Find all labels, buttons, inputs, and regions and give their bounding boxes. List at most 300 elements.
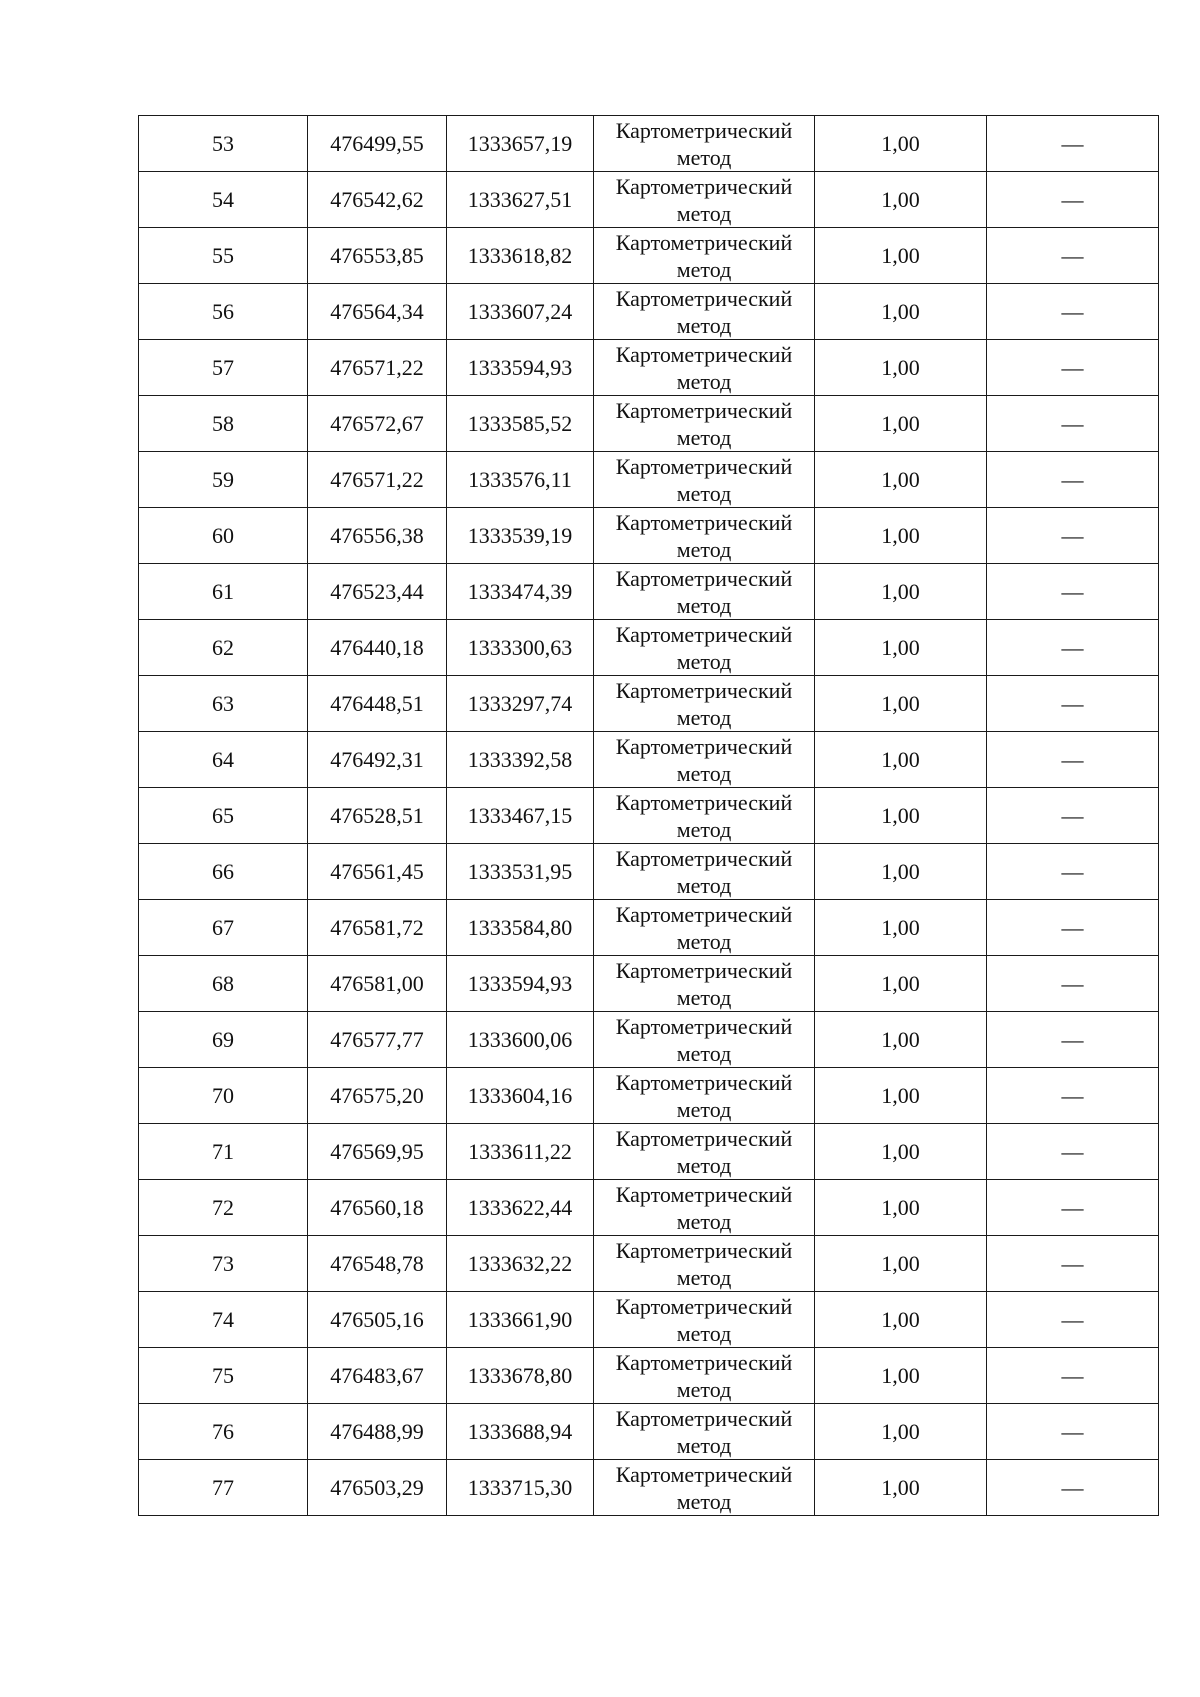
point-number-cell [139,172,308,228]
description-cell [987,116,1159,172]
y-coordinate-cell [447,1180,594,1236]
point-number-text: 74 [212,1306,234,1332]
description-cell [987,340,1159,396]
point-number-cell [139,1124,308,1180]
point-number-cell [139,284,308,340]
table-row [139,788,1159,844]
method-cell [594,1180,815,1236]
method-cell [594,1348,815,1404]
description-dash: — [1061,410,1084,436]
point-number-text: 62 [212,634,234,660]
point-number-text: 60 [212,522,234,548]
point-number-cell [139,340,308,396]
description-dash: — [1061,1362,1084,1388]
accuracy-cell [815,1124,987,1180]
point-number-cell [139,1404,308,1460]
x-coordinate-text: 476569,95 [330,1138,424,1164]
x-coordinate-text: 476505,16 [330,1306,424,1332]
x-coordinate-text: 476560,18 [330,1194,424,1220]
accuracy-cell [815,508,987,564]
y-coordinate-text: 1333594,93 [467,354,573,380]
table-row [139,1292,1159,1348]
description-cell [987,284,1159,340]
accuracy-cell [815,1292,987,1348]
y-coordinate-cell [447,508,594,564]
x-coordinate-cell [308,452,447,508]
method-cell [594,340,815,396]
x-coordinate-cell [308,172,447,228]
y-coordinate-text: 1333474,39 [467,578,573,604]
point-number-text: 63 [212,690,234,716]
description-cell [987,620,1159,676]
accuracy-text: 1,00 [881,186,920,212]
point-number-text: 77 [212,1474,234,1500]
method-cell [594,900,815,956]
point-number-cell [139,116,308,172]
y-coordinate-cell [447,900,594,956]
y-coordinate-cell [447,620,594,676]
description-dash: — [1061,242,1084,268]
point-number-text: 53 [212,130,234,156]
method-cell [594,564,815,620]
description-dash: — [1061,1306,1084,1332]
accuracy-cell [815,396,987,452]
table-row [139,396,1159,452]
method-text: Картометрический метод [615,789,793,842]
y-coordinate-cell [447,396,594,452]
y-coordinate-text: 1333297,74 [467,690,573,716]
y-coordinate-text: 1333467,15 [467,802,573,828]
y-coordinate-cell [447,284,594,340]
method-text: Картометрический метод [615,453,793,506]
accuracy-cell [815,1180,987,1236]
y-coordinate-text: 1333604,16 [467,1082,573,1108]
x-coordinate-cell [308,1460,447,1516]
description-cell [987,564,1159,620]
point-number-text: 69 [212,1026,234,1052]
description-dash: — [1061,1250,1084,1276]
accuracy-cell [815,340,987,396]
x-coordinate-cell [308,676,447,732]
method-cell [594,1068,815,1124]
description-dash: — [1061,298,1084,324]
x-coordinate-cell [308,284,447,340]
y-coordinate-text: 1333611,22 [468,1138,572,1164]
y-coordinate-text: 1333607,24 [467,298,573,324]
point-number-text: 70 [212,1082,234,1108]
x-coordinate-cell [308,956,447,1012]
accuracy-cell [815,1068,987,1124]
method-cell [594,396,815,452]
coordinates-table [138,115,1159,1516]
description-cell [987,732,1159,788]
point-number-text: 76 [212,1418,234,1444]
accuracy-text: 1,00 [881,522,920,548]
y-coordinate-text: 1333576,11 [468,466,572,492]
accuracy-text: 1,00 [881,690,920,716]
x-coordinate-cell [308,1180,447,1236]
y-coordinate-cell [447,844,594,900]
table-row [139,172,1159,228]
table-row [139,1404,1159,1460]
table-row [139,508,1159,564]
table-row [139,1012,1159,1068]
method-cell [594,1236,815,1292]
point-number-cell [139,732,308,788]
y-coordinate-text: 1333600,06 [467,1026,573,1052]
point-number-cell [139,452,308,508]
point-number-cell [139,788,308,844]
accuracy-text: 1,00 [881,970,920,996]
point-number-cell [139,1180,308,1236]
point-number-text: 65 [212,802,234,828]
method-cell [594,284,815,340]
x-coordinate-cell [308,1292,447,1348]
x-coordinate-text: 476571,22 [330,354,424,380]
method-text: Картометрический метод [615,621,793,674]
table-row [139,452,1159,508]
y-coordinate-text: 1333392,58 [467,746,573,772]
accuracy-text: 1,00 [881,1362,920,1388]
accuracy-cell [815,900,987,956]
method-text: Картометрический метод [615,565,793,618]
accuracy-cell [815,564,987,620]
description-cell [987,1068,1159,1124]
method-text: Картометрический метод [615,1181,793,1234]
point-number-cell [139,900,308,956]
description-cell [987,1348,1159,1404]
x-coordinate-cell [308,1012,447,1068]
description-dash: — [1061,1474,1084,1500]
table-row [139,732,1159,788]
accuracy-cell [815,788,987,844]
description-dash: — [1061,130,1084,156]
x-coordinate-cell [308,844,447,900]
x-coordinate-text: 476556,38 [330,522,424,548]
table-row [139,1348,1159,1404]
x-coordinate-cell [308,1068,447,1124]
method-text: Картометрический метод [615,733,793,786]
table-row [139,1124,1159,1180]
description-dash: — [1061,802,1084,828]
description-dash: — [1061,1418,1084,1444]
method-cell [594,508,815,564]
accuracy-text: 1,00 [881,1026,920,1052]
description-dash: — [1061,354,1084,380]
description-cell [987,956,1159,1012]
method-text: Картометрический метод [615,677,793,730]
accuracy-cell [815,1460,987,1516]
accuracy-text: 1,00 [881,746,920,772]
accuracy-text: 1,00 [881,242,920,268]
accuracy-text: 1,00 [881,1306,920,1332]
accuracy-text: 1,00 [881,802,920,828]
description-dash: — [1061,578,1084,604]
description-dash: — [1061,914,1084,940]
point-number-cell [139,1460,308,1516]
y-coordinate-text: 1333585,52 [467,410,573,436]
x-coordinate-text: 476553,85 [330,242,424,268]
x-coordinate-cell [308,732,447,788]
point-number-text: 55 [212,242,234,268]
accuracy-text: 1,00 [881,914,920,940]
point-number-cell [139,228,308,284]
x-coordinate-text: 476528,51 [330,802,424,828]
table-row [139,1068,1159,1124]
accuracy-cell [815,1404,987,1460]
description-dash: — [1061,522,1084,548]
y-coordinate-cell [447,676,594,732]
description-dash: — [1061,1082,1084,1108]
x-coordinate-text: 476492,31 [330,746,424,772]
description-cell [987,844,1159,900]
point-number-cell [139,564,308,620]
description-dash: — [1061,746,1084,772]
accuracy-text: 1,00 [881,298,920,324]
method-cell [594,228,815,284]
point-number-cell [139,844,308,900]
y-coordinate-text: 1333618,82 [467,242,573,268]
description-cell [987,900,1159,956]
table-row [139,676,1159,732]
method-cell [594,172,815,228]
method-cell [594,452,815,508]
accuracy-text: 1,00 [881,1082,920,1108]
x-coordinate-text: 476548,78 [330,1250,424,1276]
description-cell [987,172,1159,228]
method-text: Картометрический метод [615,957,793,1010]
method-cell [594,620,815,676]
point-number-text: 67 [212,914,234,940]
y-coordinate-text: 1333657,19 [467,130,573,156]
x-coordinate-text: 476572,67 [330,410,424,436]
table-row [139,564,1159,620]
method-text: Картометрический метод [615,341,793,394]
coordinates-table-body [139,116,1159,1516]
y-coordinate-text: 1333622,44 [467,1194,573,1220]
accuracy-cell [815,1236,987,1292]
table-row [139,956,1159,1012]
x-coordinate-cell [308,564,447,620]
description-dash: — [1061,466,1084,492]
point-number-cell [139,620,308,676]
x-coordinate-cell [308,228,447,284]
accuracy-cell [815,956,987,1012]
point-number-text: 66 [212,858,234,884]
method-text: Картометрический метод [615,229,793,282]
accuracy-cell [815,284,987,340]
x-coordinate-text: 476440,18 [330,634,424,660]
y-coordinate-cell [447,564,594,620]
x-coordinate-text: 476542,62 [330,186,424,212]
description-dash: — [1061,1138,1084,1164]
point-number-cell [139,396,308,452]
method-text: Картометрический метод [615,1405,793,1458]
description-cell [987,452,1159,508]
y-coordinate-cell [447,116,594,172]
method-cell [594,844,815,900]
point-number-cell [139,1348,308,1404]
point-number-text: 64 [212,746,234,772]
y-coordinate-text: 1333678,80 [467,1362,573,1388]
y-coordinate-text: 1333627,51 [467,186,573,212]
x-coordinate-text: 476523,44 [330,578,424,604]
x-coordinate-text: 476564,34 [330,298,424,324]
x-coordinate-text: 476448,51 [330,690,424,716]
description-cell [987,508,1159,564]
x-coordinate-cell [308,1404,447,1460]
accuracy-text: 1,00 [881,130,920,156]
x-coordinate-text: 476499,55 [330,130,424,156]
table-row [139,340,1159,396]
x-coordinate-text: 476503,29 [330,1474,424,1500]
accuracy-text: 1,00 [881,858,920,884]
point-number-text: 59 [212,466,234,492]
accuracy-cell [815,452,987,508]
y-coordinate-text: 1333539,19 [467,522,573,548]
method-cell [594,956,815,1012]
y-coordinate-cell [447,1404,594,1460]
table-row [139,620,1159,676]
method-text: Картометрический метод [615,845,793,898]
point-number-cell [139,1012,308,1068]
point-number-text: 72 [212,1194,234,1220]
description-cell [987,1404,1159,1460]
x-coordinate-text: 476575,20 [330,1082,424,1108]
method-cell [594,732,815,788]
table-row [139,1460,1159,1516]
point-number-text: 54 [212,186,234,212]
y-coordinate-cell [447,1348,594,1404]
method-cell [594,1460,815,1516]
point-number-cell [139,508,308,564]
y-coordinate-cell [447,340,594,396]
description-cell [987,788,1159,844]
accuracy-cell [815,228,987,284]
description-dash: — [1061,1026,1084,1052]
method-text: Картометрический метод [615,1461,793,1514]
accuracy-text: 1,00 [881,1138,920,1164]
x-coordinate-cell [308,900,447,956]
accuracy-text: 1,00 [881,1474,920,1500]
method-text: Картометрический метод [615,509,793,562]
method-cell [594,788,815,844]
table-row [139,844,1159,900]
accuracy-cell [815,172,987,228]
description-cell [987,676,1159,732]
accuracy-cell [815,1012,987,1068]
point-number-text: 71 [212,1138,234,1164]
accuracy-cell [815,1348,987,1404]
accuracy-text: 1,00 [881,1250,920,1276]
description-cell [987,1180,1159,1236]
description-cell [987,1292,1159,1348]
table-row [139,900,1159,956]
x-coordinate-cell [308,1348,447,1404]
description-dash: — [1061,186,1084,212]
y-coordinate-text: 1333661,90 [467,1306,573,1332]
method-text: Картометрический метод [615,117,793,170]
y-coordinate-cell [447,1068,594,1124]
method-text: Картометрический метод [615,173,793,226]
table-row [139,1180,1159,1236]
method-text: Картометрический метод [615,901,793,954]
x-coordinate-cell [308,396,447,452]
y-coordinate-cell [447,1460,594,1516]
accuracy-text: 1,00 [881,354,920,380]
point-number-text: 57 [212,354,234,380]
point-number-text: 68 [212,970,234,996]
x-coordinate-cell [308,1236,447,1292]
accuracy-cell [815,844,987,900]
point-number-cell [139,1236,308,1292]
point-number-text: 75 [212,1362,234,1388]
method-cell [594,1012,815,1068]
accuracy-cell [815,620,987,676]
description-cell [987,228,1159,284]
method-cell [594,1404,815,1460]
method-cell [594,116,815,172]
x-coordinate-cell [308,788,447,844]
description-dash: — [1061,1194,1084,1220]
accuracy-text: 1,00 [881,1194,920,1220]
description-cell [987,1124,1159,1180]
y-coordinate-text: 1333715,30 [467,1474,573,1500]
method-cell [594,1292,815,1348]
method-text: Картометрический метод [615,1237,793,1290]
y-coordinate-cell [447,1124,594,1180]
x-coordinate-text: 476483,67 [330,1362,424,1388]
table-row [139,284,1159,340]
y-coordinate-text: 1333584,80 [467,914,573,940]
point-number-text: 73 [212,1250,234,1276]
y-coordinate-cell [447,956,594,1012]
y-coordinate-cell [447,172,594,228]
point-number-text: 58 [212,410,234,436]
y-coordinate-cell [447,1236,594,1292]
y-coordinate-text: 1333688,94 [467,1418,573,1444]
y-coordinate-cell [447,228,594,284]
y-coordinate-cell [447,452,594,508]
point-number-cell [139,1292,308,1348]
x-coordinate-cell [308,116,447,172]
description-dash: — [1061,970,1084,996]
description-cell [987,1012,1159,1068]
x-coordinate-cell [308,1124,447,1180]
description-cell [987,396,1159,452]
point-number-cell [139,1068,308,1124]
accuracy-cell [815,732,987,788]
x-coordinate-cell [308,508,447,564]
table-row [139,1236,1159,1292]
method-text: Картометрический метод [615,1293,793,1346]
y-coordinate-text: 1333531,95 [467,858,573,884]
table-row [139,116,1159,172]
table-row [139,228,1159,284]
point-number-cell [139,676,308,732]
description-dash: — [1061,690,1084,716]
y-coordinate-cell [447,732,594,788]
point-number-cell [139,956,308,1012]
method-text: Картометрический метод [615,1125,793,1178]
x-coordinate-text: 476488,99 [330,1418,424,1444]
x-coordinate-text: 476581,00 [330,970,424,996]
x-coordinate-cell [308,340,447,396]
accuracy-text: 1,00 [881,466,920,492]
accuracy-text: 1,00 [881,634,920,660]
method-cell [594,1124,815,1180]
y-coordinate-text: 1333300,63 [467,634,573,660]
